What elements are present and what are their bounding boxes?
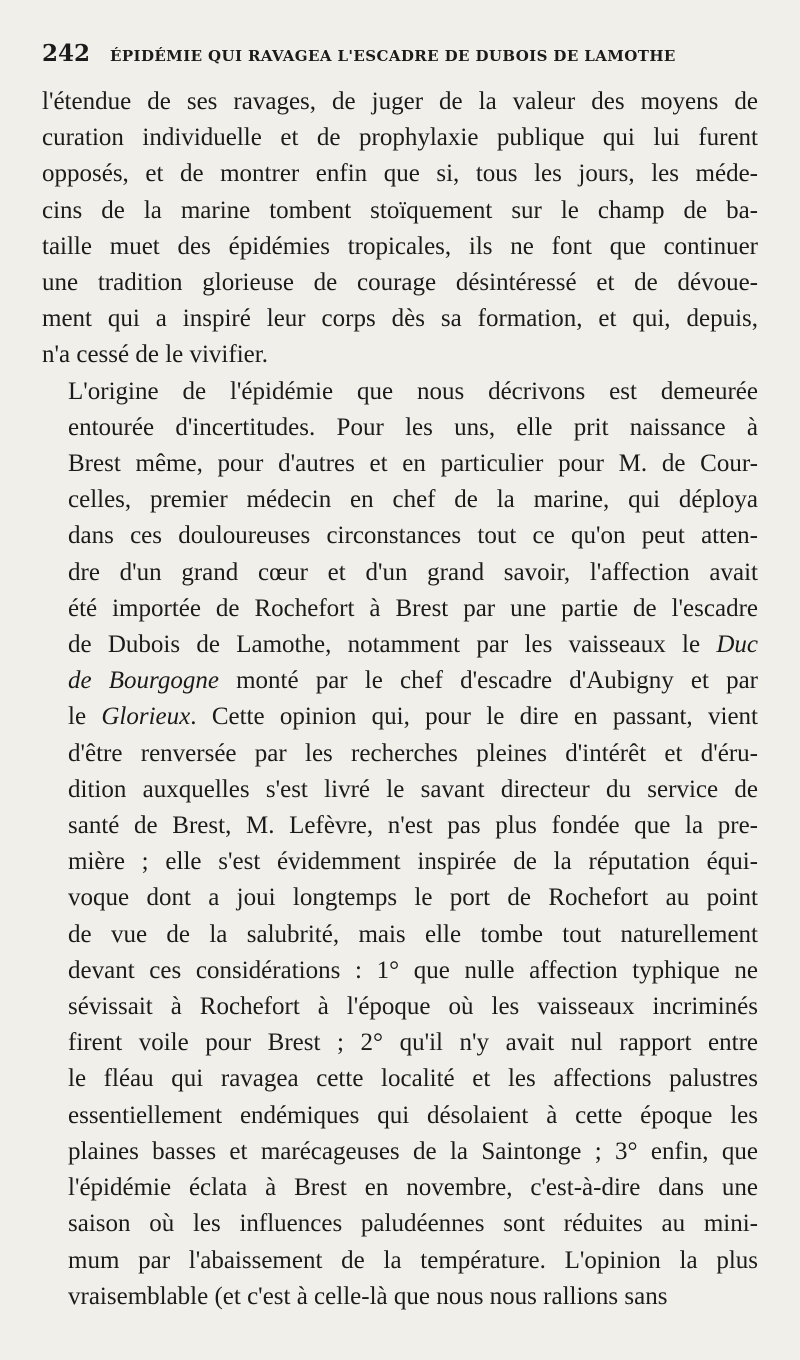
text-line: celles, premier médecin en chef de la marine, qui déploya [68, 486, 758, 514]
text-line: n'a cessé de le vivifier. [42, 341, 268, 369]
text-line: d'être renversée par les recherches pleines d'intérêt et d'éru- [68, 739, 758, 767]
paragraph-1 [42, 84, 758, 374]
text-line: devant ces considérations : 1° que nulle affection typhique ne [68, 956, 758, 984]
text-line: curation individuelle et de prophylaxie publique qui lui furent [42, 124, 758, 152]
running-head [42, 40, 758, 74]
text-line: santé de Brest, M. Lefèvre, n'est pas plus fondée que la pre- [68, 812, 758, 840]
text-line: L'origine de l'épidémie que nous décrivons est demeurée [68, 377, 758, 405]
text-line: firent voile pour Brest ; 2° qu'il n'y avait nul rapport entre [68, 1029, 758, 1057]
text-line: cins de la marine tombent stoïquement sur le champ de ba- [42, 196, 758, 224]
text-line: une tradition glorieuse de courage désintéressé et de dévoue- [42, 269, 758, 297]
running-title: ÉPIDÉMIE QUI RAVAGEA L'ESCADRE DE DUBOIS DE LAMOTHE [110, 47, 676, 65]
text-line: le Glorieux. Cette opinion qui, pour le dire en passant, vient [68, 703, 758, 731]
text-line: mum par l'abaissement de la température. L'opinion la plus [68, 1246, 758, 1274]
body-text [42, 84, 758, 1315]
text-line: Brest même, pour d'autres et en particulier pour M. de Cour- [68, 450, 758, 478]
text-line: été importée de Rochefort à Brest par une partie de l'escadre [68, 594, 758, 622]
text-line: saison où les influences paludéennes sont réduites au mini- [68, 1210, 758, 1238]
text-line: dans ces douloureuses circonstances tout ce qu'on peut atten- [68, 522, 758, 550]
text-line: essentiellement endémiques qui désolaient à cette époque les [68, 1101, 758, 1129]
text-line: opposés, et de montrer enfin que si, tous les jours, les méde- [42, 160, 758, 188]
paragraph-2 [42, 374, 758, 1315]
text-line: dre d'un grand cœur et d'un grand savoir, l'affection avait [68, 558, 758, 586]
text-line: le fléau qui ravagea cette localité et les affections palustres [68, 1065, 758, 1093]
text-line: ment qui a inspiré leur corps dès sa formation, et qui, depuis, [42, 305, 758, 333]
text-line: l'épidémie éclata à Brest en novembre, c'est-à-dire dans une [68, 1174, 758, 1202]
text-line: dition auxquelles s'est livré le savant directeur du service de [68, 775, 758, 803]
text-line: l'étendue de ses ravages, de juger de la valeur des moyens de [42, 88, 758, 115]
text-line: voque dont a joui longtemps le port de Rochefort au point [68, 884, 758, 912]
text-line: entourée d'incertitudes. Pour les uns, elle prit naissance à [68, 413, 758, 441]
text-line: mière ; elle s'est évidemment inspirée de la réputation équi- [68, 848, 758, 876]
text-line: plaines basses et marécageuses de la Saintonge ; 3° enfin, que [68, 1137, 758, 1165]
text-line: de Dubois de Lamothe, notamment par les vaisseaux le Duc [68, 631, 758, 659]
text-line: de Bourgogne monté par le chef d'escadre d'Aubigny et par [68, 667, 758, 695]
text-line: vraisemblable (et c'est à celle-là que nous nous rallions sans [68, 1282, 668, 1310]
text-line: de vue de la salubrité, mais elle tombe tout naturellement [68, 920, 758, 948]
page-number: 242 [42, 40, 91, 67]
text-line: sévissait à Rochefort à l'époque où les vaisseaux incriminés [68, 993, 758, 1021]
text-line: taille muet des épidémies tropicales, ils ne font que continuer [42, 232, 758, 260]
